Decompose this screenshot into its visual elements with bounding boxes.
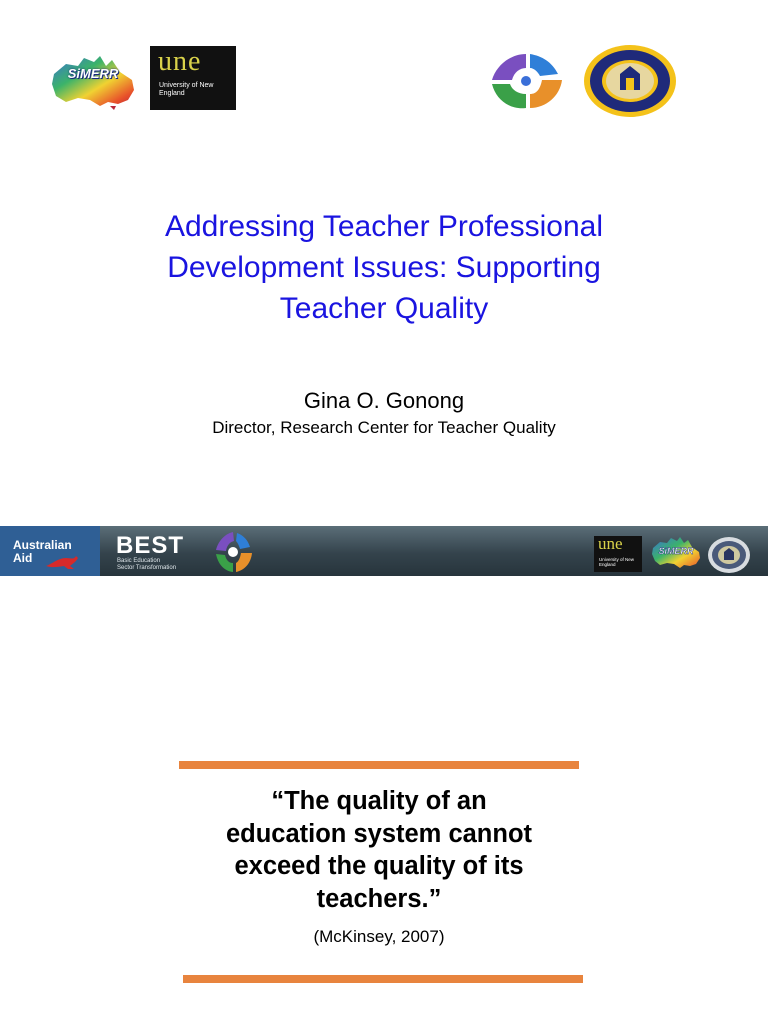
simerr-logo	[48, 54, 140, 110]
presenter-name: Gina O. Gonong	[303, 388, 465, 413]
presenter-affiliation: Director, Research Center for Teacher Quality	[212, 418, 556, 437]
australia-map-icon	[650, 536, 702, 570]
title-line: Development Issues: Supporting	[167, 251, 601, 284]
pnu-seal	[582, 44, 678, 118]
university-seal-icon	[582, 44, 678, 118]
best-logo-subtitle: Basic Education Sector Transformation	[117, 558, 177, 571]
quote-top-rule	[179, 761, 579, 769]
university-seal-icon	[706, 536, 752, 574]
slide-title	[110, 206, 658, 329]
band-une-logo	[594, 536, 642, 572]
une-wordmark: une	[158, 46, 202, 77]
quote-line: exceed the quality of its	[234, 852, 524, 880]
une-logo	[150, 46, 236, 110]
band-simerr-logo	[650, 536, 702, 570]
simerr-label: SiMERR	[67, 66, 119, 81]
australian-aid-label: Australian Aid	[13, 538, 72, 565]
quote-citation: (McKinsey, 2007)	[313, 927, 445, 946]
best-logo-title: BEST	[116, 532, 185, 559]
quote-line: education system cannot	[225, 819, 533, 848]
swirl-icon	[482, 50, 570, 112]
une-subtitle: University of New England	[159, 82, 214, 97]
quote-bottom-rule	[183, 975, 583, 983]
quote-line: teachers.”	[316, 884, 442, 913]
swirl-icon	[210, 530, 256, 574]
band-swirl-logo	[210, 530, 256, 574]
band-pnu-seal	[706, 536, 752, 574]
band-simerr-label: SiMERR	[658, 546, 694, 556]
australian-aid-logo	[0, 526, 100, 576]
swirl-logo	[482, 50, 570, 112]
australia-map-icon	[48, 54, 140, 110]
band-une-subtitle: University of New England	[599, 557, 635, 567]
title-line: Addressing Teacher Professional	[164, 210, 604, 243]
kangaroo-icon	[44, 554, 80, 570]
quote-text	[170, 785, 588, 915]
quote-line: “The quality of an	[271, 787, 487, 815]
title-line: Teacher Quality	[279, 292, 489, 325]
band-une-wordmark: une	[598, 534, 623, 553]
